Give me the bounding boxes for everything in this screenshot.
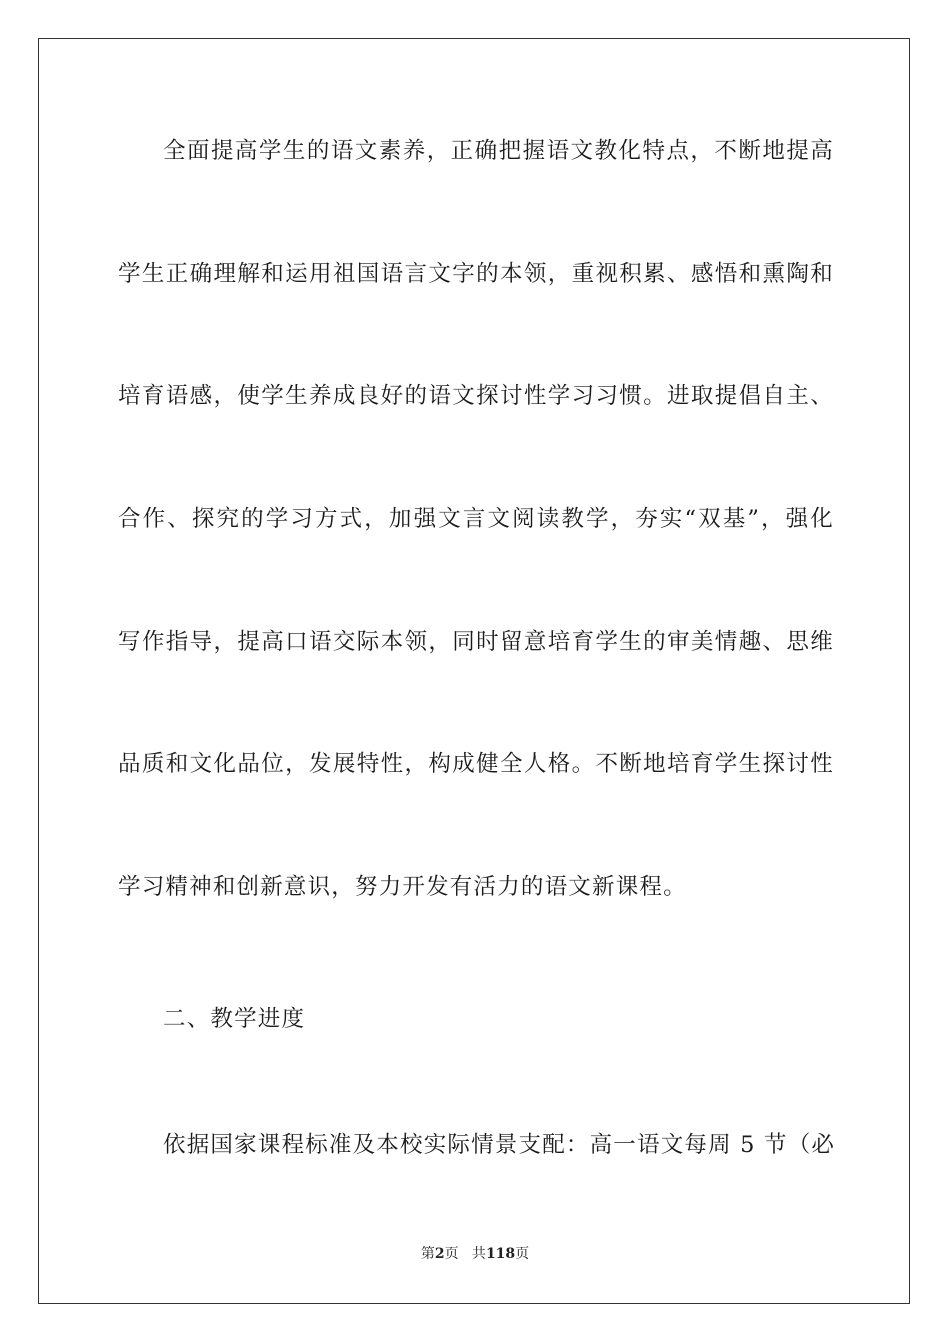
footer-page-number: 2 [434,1246,445,1262]
paragraph-line-3: 培育语感，使学生养成良好的语文探讨性学习习惯。进取提倡自主、 [118,383,834,409]
paragraph-line-4: 合作、探究的学习方式，加强文言文阅读教学，夯实“双基”，强化 [118,506,834,532]
footer-prefix: 第 [420,1246,435,1262]
footer-suffix: 页 [515,1246,530,1262]
next-paragraph-line: 依据国家课程标准及本校实际情景支配：高一语文每周 5 节（必 [163,1132,836,1158]
paragraph-line-2: 学生正确理解和运用祖国语言文字的本领，重视积累、感悟和熏陶和 [118,261,834,287]
footer-middle: 页 共 [444,1246,486,1262]
footer-total-pages: 118 [485,1246,516,1262]
paragraph-line-6: 品质和文化品位，发展特性，构成健全人格。不断地培育学生探讨性 [118,751,834,777]
section-heading: 二、教学进度 [163,1006,306,1032]
page-border [38,38,910,1304]
page-footer [0,1245,950,1263]
paragraph-line-5: 写作指导，提高口语交际本领，同时留意培育学生的审美情趣、思维 [118,629,834,655]
paragraph-line-1: 全面提高学生的语文素养，正确把握语文教化特点，不断地提高 [163,138,834,164]
paragraph-line-7: 学习精神和创新意识，努力开发有活力的语文新课程。 [118,874,687,900]
